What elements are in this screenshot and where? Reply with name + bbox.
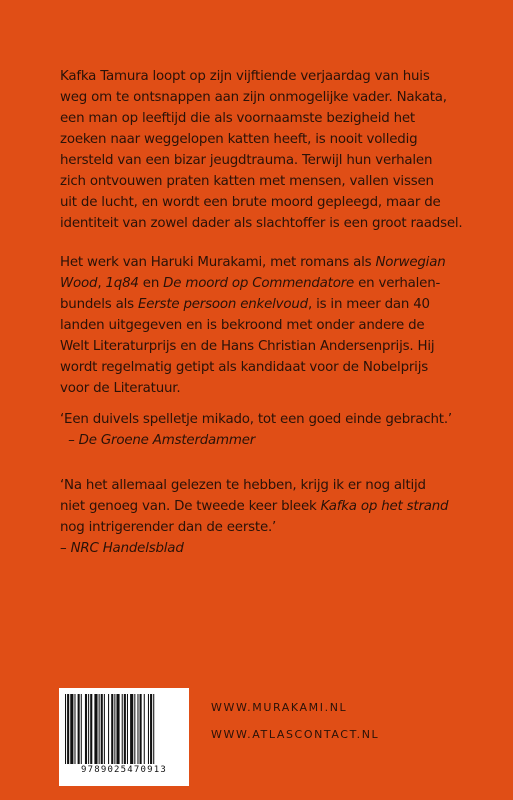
text-run: voor de Literatuur. [60,381,181,396]
quote2-line [60,538,448,559]
text-run: niet genoeg van. De tweede keer bleek [60,499,321,514]
barcode-bar [150,694,152,764]
text-run: nog intrigerender dan de eerste.’ [60,520,277,535]
barcode-bar [94,694,97,764]
barcode-bar [88,694,89,764]
text-run: en verhalen- [354,276,441,291]
synopsis [60,66,462,234]
text-run: ‘Na het allemaal gelezen te hebben, krijg ik er nog altijd [60,478,426,493]
synopsis-line: een man op leeftijd die als voornaamste bezigheid het [60,111,415,126]
text-run: – [60,541,71,556]
text-run: en [138,276,164,291]
barcode-bar [70,694,73,764]
italic-title: 1q84 [105,276,139,291]
barcode-bar [148,694,149,764]
bio-line [60,336,446,357]
barcode-bar [67,694,69,764]
barcode-bar [124,694,126,764]
italic-title: NRC Handelsblad [70,541,184,556]
barcode-bar [134,694,135,764]
barcode-bar [153,694,154,764]
barcode-bar [127,694,128,764]
bio-line [60,273,446,294]
synopsis-line: zoeken naar weggelopen katten heeft, is nooit volledig [60,132,418,147]
barcode-bar [140,694,142,764]
text-run: bundels als [60,297,138,312]
bio-line [60,252,446,273]
review-quote-nrc [60,475,448,559]
atlascontact-url[interactable]: WWW.ATLASCONTACT.NL [211,728,380,741]
barcode-bar [81,694,82,764]
synopsis-line: identiteit van zowel dader als slachtoffer is een groot raadsel. [60,216,463,231]
website-links [211,694,379,748]
synopsis-line: zich ontvouwen praten katten met mensen, vallen vissen [60,174,434,189]
text-run: Het werk van Haruki Murakami, met romans als [60,255,376,270]
italic-title: Wood [60,276,98,291]
synopsis-line: weg om te ontsnappen aan zijn onmogelijke vader. Nakata, [60,90,447,105]
murakami-url[interactable]: WWW.MURAKAMI.NL [211,701,348,714]
text-run: Welt Literaturprijs en de Hans Christian Andersenprijs. Hij [60,339,435,354]
synopsis-line: hersteld van een bizar jeugdtrauma. Terwijl hun verhalen [60,153,433,168]
quote2-line [60,475,448,496]
italic-title: De Groene Amsterdammer [78,433,256,448]
quote1-line [60,409,452,430]
bio-line [60,357,446,378]
barcode-bar [130,694,133,764]
synopsis-line: Kafka Tamura loopt op zijn vijftiende verjaardag van huis [60,69,430,84]
quote2-line [60,496,448,517]
barcode-bar [101,694,103,764]
barcode-bar [114,694,115,764]
barcode-bar [74,694,75,764]
text-run: – [60,433,79,448]
barcode-bar [111,694,113,764]
quote1-line [60,430,452,451]
isbn-number: 9789025470913 [80,765,168,775]
text-run: , is in meer dan 40 [307,297,430,312]
barcode-bar [78,694,80,764]
barcode-bar [104,694,105,764]
italic-title: Norwegian [375,255,446,270]
barcode-bar [122,694,123,764]
review-quote-groene [60,409,452,451]
barcode-bar [116,694,119,764]
text-run: , [97,276,106,291]
bio-line [60,315,446,336]
barcode-bars [65,694,183,764]
barcode-bar [85,694,87,764]
barcode-bar [90,694,92,764]
barcode-bar [99,694,100,764]
barcode-bar [144,694,145,764]
bio-line [60,378,446,399]
text-run: wordt regelmatig getipt als kandidaat voor de Nobelprijs [60,360,428,375]
italic-title: Eerste persoon enkelvoud [137,297,308,312]
text-run: ‘Een duivels spelletje mikado, tot een goed einde gebracht.’ [60,412,452,427]
author-bio [60,252,446,399]
barcode-bar [108,694,109,764]
italic-title: Kafka op het strand [320,499,449,514]
quote2-line [60,517,448,538]
barcode-bar [65,694,66,764]
text-run: landen uitgegeven en is bekroond met onder andere de [60,318,425,333]
bio-line [60,294,446,315]
isbn-barcode [59,688,189,786]
barcode-bar [137,694,138,764]
italic-title: De moord op Commendatore [163,276,355,291]
synopsis-line: uit de lucht, en wordt een brute moord gepleegd, maar de [60,195,441,210]
